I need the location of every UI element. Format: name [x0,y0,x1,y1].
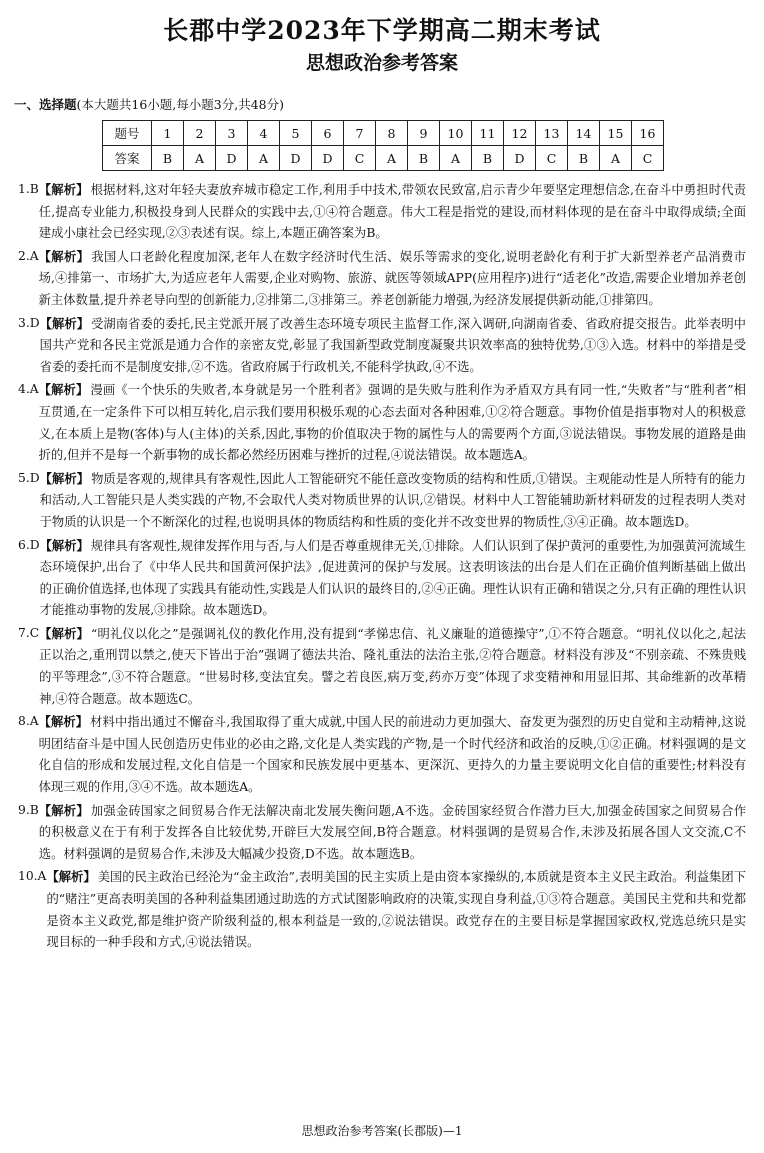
analysis-item [18,379,746,466]
answer-cell: D [216,146,248,171]
question-number-cell: 8 [376,121,408,146]
question-number-cell: 13 [536,121,568,146]
question-number-cell: 5 [280,121,312,146]
answer-cell: B [408,146,440,171]
item-text: 美国的民主政治已经沦为“金主政治”,表明美国的民主实质上是由资本家操纵的,本质就是资本主义民主政治。利益集团下的“赌注”更高表明美国的各种利益集团通过助选的方式试图影响政府的决策,实现自身利益,①③符合题意。美国民主党和共和党都是资本主义政党,都是维护资产阶级利益的,根本利益是一致的,②说法错误。政党存在的主要目标是掌握国家政权,党选总统只是实现目标的一种手段和方式,④说法错误。 [46,870,746,950]
question-number-cell: 1 [152,121,184,146]
item-body [40,535,746,622]
analysis-item [18,313,746,379]
item-number: 8.A [18,714,39,729]
analysis-tag: 【解析】 [46,869,96,885]
answer-table-answer-row [103,146,664,171]
row-label-answer: 答案 [103,146,152,171]
item-body [39,379,746,466]
analysis-tag: 【解析】 [39,315,90,331]
answer-cell: A [440,146,472,171]
analysis-item [18,179,746,245]
answer-cell: C [536,146,568,171]
item-number: 1.B [18,182,39,196]
analysis-tag: 【解析】 [38,802,89,818]
item-text: 加强金砖国家之间贸易合作无法解决南北发展失衡问题,A不选。金砖国家经贸合作潜力巨大,加强金砖国家之间贸易合作的积极意义在于有利于发挥各自比较优势,开辟巨大发展空间,B符合题意。材料强调的是贸易合作,未涉及拓展各国人文交流,C不选。材料强调的是贸易合作,未涉及大幅减少投资,D不选。故本题选B。 [38,803,746,861]
item-body [39,711,746,798]
question-number-cell: 12 [504,121,536,146]
item-text: 漫画《一个快乐的失败者,本身就是另一个胜利者》强调的是失败与胜利作为矛盾双方具有同一性,“失败者”与“胜利者”相互贯通,在一定条件下可以相互转化,启示我们要用积极乐观的心态去面对各种困难,①②符合题意。事物价值是指事物对人的积极意义,在本质上是物(客体)与人(主体)的关系,因此,事物的价值取决于物的属性与人的需要两个方面,③说法错误。事物发展的道路是曲折的,但并不是每一个新事物的成长都必然经历困难与挫折的过程,④说法错误。故本题选A。 [38,383,746,463]
answer-table [102,120,664,171]
item-body [40,313,746,379]
section-heading [14,96,746,114]
item-body [39,800,746,866]
answer-cell: B [472,146,504,171]
analysis-item [18,535,746,622]
page-subtitle: 思想政治参考答案 [305,52,458,74]
question-number-cell: 9 [408,121,440,146]
answer-cell: A [376,146,408,171]
analysis-tag: 【解析】 [38,714,89,730]
item-text: 受湖南省委的委托,民主党派开展了改善生态环境专项民主监督工作,深入调研,向湖南省委、省政府提交报告。此举表明中国共产党和各民主党派是通力合作的亲密友党,彰显了我国新型政党制度凝聚共识效率高的独特优势,①③入选。材料中的举措是受省委的委托而不是制度安排,②不选。省政府属于行政机关,不能科学执政,④不选。 [39,316,746,374]
question-number-cell: 10 [440,121,472,146]
section-note: (本大题共16小题,每小题3分,共48分) [76,97,284,112]
analysis-tag: 【解析】 [39,625,90,641]
item-text: 物质是客观的,规律具有客观性,因此人工智能研究不能任意改变物质的结构和性质,①错误。主观能动性是人所特有的能力和活动,人工智能只是人类实践的产物,不会取代人类对物质世界的认识,②错误。材料中人工智能辅助新材料研发的过程表明人类对于物质的认识是一个不断深化的过程,也说明具体的物质结构和性质的变化并不改变世界的物质性,③④正确。故本题选D。 [39,471,746,529]
answer-cell: B [152,146,184,171]
analysis-tag: 【解析】 [38,382,89,398]
analysis-tag: 【解析】 [39,537,89,553]
question-number-cell: 3 [216,121,248,146]
item-number: 7.C [18,625,40,640]
item-text: 根据材料,这对年轻夫妻放弃城市稳定工作,利用手中技术,带领农民致富,启示青少年要坚定理想信念,在奋斗中勇担时代责任,提高专业能力,积极投身到人民群众的实践中去,①④符合题意。伟大工程是指党的建设,而材料体现的是在奋斗中取得成绩;全面建成小康社会已经实现,②③表述有误。综上,本题正确答案为B。 [38,183,746,241]
question-number-cell: 11 [472,121,504,146]
item-body [46,866,746,953]
answer-cell: B [568,146,600,171]
answer-cell: A [248,146,280,171]
question-number-cell: 6 [312,121,344,146]
item-number: 9.B [18,802,39,817]
item-body [39,246,746,312]
row-label-number: 题号 [103,121,152,146]
analysis-item [18,711,746,798]
answer-table-number-row [103,121,664,146]
analysis-item [18,623,746,710]
analysis-tag: 【解析】 [38,182,89,197]
item-text: 规律具有客观性,规律发挥作用与否,与人们是否尊重规律无关,①排除。人们认识到了保护黄河的重要性,为加强黄河流域生态环境保护,出台了《中华人民共和国黄河保护法》,促进黄河的保护与发展。这表明该法的出台是人们在正确价值判断基础上做出的正确价值选择,也体现了实践具有能动性,实践是人们认识的最终目的,②④正确。理性认识有正确和错误之分,只有正确的理性认识才能推动事物的发展,③排除。故本题选D。 [39,538,746,618]
analysis-list [18,179,746,954]
question-number-cell: 2 [184,121,216,146]
answer-cell: C [632,146,664,171]
question-number-cell: 16 [632,121,664,146]
item-body [39,623,746,710]
analysis-item [18,866,746,953]
item-number: 3.D [18,315,40,330]
item-number: 10.A [18,869,47,884]
item-body [40,468,746,534]
answer-cell: D [280,146,312,171]
answer-cell: A [184,146,216,171]
question-number-cell: 4 [248,121,280,146]
page-title: 长郡中学2023年下学期高二期末考试 [163,16,601,45]
item-body [39,179,746,245]
answer-cell: D [504,146,536,171]
item-text: 我国人口老龄化程度加深,老年人在数字经济时代生活、娱乐等需求的变化,说明老龄化有利于扩大新型养老产品消费市场,④排第一、市场扩大,为适应老年人需要,企业对购物、旅游、就医等领域APP(应用程序)进行“适老化”改造,需要企业增加养老创新主体数量,提升养老导向型的创新能力,②排第二,③排第三。养老创新能力增强,为经济发展提供新动能,①排第四。 [38,249,746,307]
item-number: 2.A [18,248,39,263]
question-number-cell: 15 [600,121,632,146]
question-number-cell: 7 [344,121,376,146]
item-text: “明礼仪以化之”是强调礼仪的教化作用,没有提到“孝悌忠信、礼义廉耻的道德操守”,①不符合题意。“明礼仪以化之,起法正以治之,重刑罚以禁之,使天下皆出于治”强调了德法共治、隆礼重法的法治主张,②符合题意。材料没有涉及“不别亲疏、不殊贵贱的平等理念”,③不符合题意。“世易时移,变法宜矣。譬之若良医,病万变,药亦万变”体现了求变精神和用显旧邦、其命维新的改革精神,④符合题意。故本题选C。 [39,626,746,706]
answer-cell: D [312,146,344,171]
item-number: 6.D [18,537,40,552]
answer-cell: C [344,146,376,171]
analysis-item [18,246,746,312]
analysis-tag: 【解析】 [38,248,90,264]
analysis-item [18,468,746,534]
analysis-item [18,800,746,866]
page-footer: 思想政治参考答案(长郡版)—1 [301,1124,463,1138]
answer-cell: A [600,146,632,171]
analysis-tag: 【解析】 [39,470,90,486]
item-text: 材料中指出通过不懈奋斗,我国取得了重大成就,中国人民的前进动力更加强大、奋发更为强烈的历史自觉和主动精神,这说明团结奋斗是中国人民创造历史伟业的必由之路,文化是人类实践的产物,是一个时代经济和政治的反映,①②正确。材料强调的是文化自信的形成和发展过程,文化自信是一个国家和民族发展中更基本、更深沉、更持久的力量主要说明文化自信的重要性;材料没有体现三观的作用,③④不选。故本题选A。 [38,715,746,795]
section-label: 一、选择题 [14,97,77,112]
item-number: 5.D [18,470,40,485]
item-number: 4.A [18,382,39,397]
question-number-cell: 14 [568,121,600,146]
